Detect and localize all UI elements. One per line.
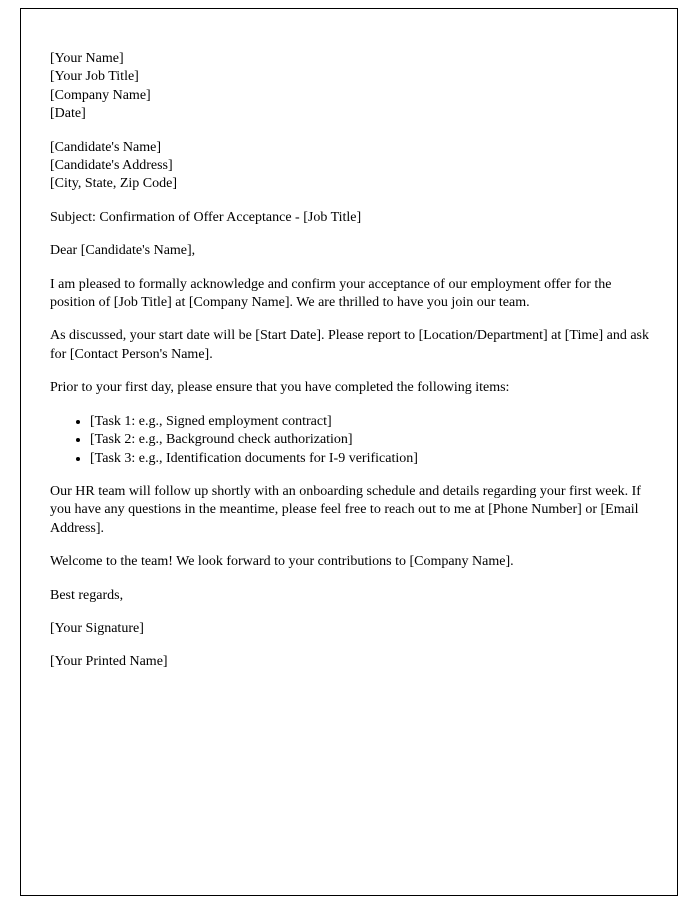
letter-border-frame <box>20 8 678 896</box>
recipient-block <box>50 139 649 194</box>
task-list <box>50 413 649 468</box>
closing: Best regards, <box>50 587 124 603</box>
task-item-1: • [Task 1: e.g., Signed employment contract] <box>90 413 649 431</box>
sender-company: [Company Name] <box>50 87 151 103</box>
letter-body <box>21 9 677 672</box>
recipient-address: [Candidate's Address] <box>50 158 173 174</box>
task-item-3: • [Task 3: e.g., Identification documents for I-9 verification] <box>90 450 649 468</box>
salutation: Dear [Candidate's Name], <box>50 243 196 259</box>
signature-placeholder: [Your Signature] <box>50 620 144 636</box>
sender-job-title: [Your Job Title] <box>50 69 139 85</box>
sender-name: [Your Name] <box>50 51 124 66</box>
paragraph-start-date: As discussed, your start date will be [Start Date]. Please report to [Location/Department] at [Time] and ask for [Contact Person's Name]. <box>50 328 649 362</box>
recipient-name: [Candidate's Name] <box>50 139 161 155</box>
printed-name-placeholder: [Your Printed Name] <box>50 654 168 670</box>
task-item-2: • [Task 2: e.g., Background check authorization] <box>90 431 649 449</box>
paragraph-checklist-intro: Prior to your first day, please ensure that you have completed the following items: <box>50 380 510 396</box>
subject-line: Subject: Confirmation of Offer Acceptance - [Job Title] <box>50 209 362 225</box>
recipient-city-state-zip: [City, State, Zip Code] <box>50 176 178 192</box>
paragraph-followup: Our HR team will follow up shortly with an onboarding schedule and details regarding your first week. If you have any questions in the meantime, please feel free to reach out to me at [Phone Number] or [Email Address]. <box>50 483 641 536</box>
paragraph-acknowledgement: I am pleased to formally acknowledge and confirm your acceptance of our employment offer for the position of [Job Title] at [Company Name]. We are thrilled to have you join our team. <box>50 276 612 311</box>
sender-block <box>50 50 649 124</box>
letter-date: [Date] <box>50 106 86 122</box>
paragraph-welcome: Welcome to the team! We look forward to your contributions to [Company Name]. <box>50 554 514 570</box>
